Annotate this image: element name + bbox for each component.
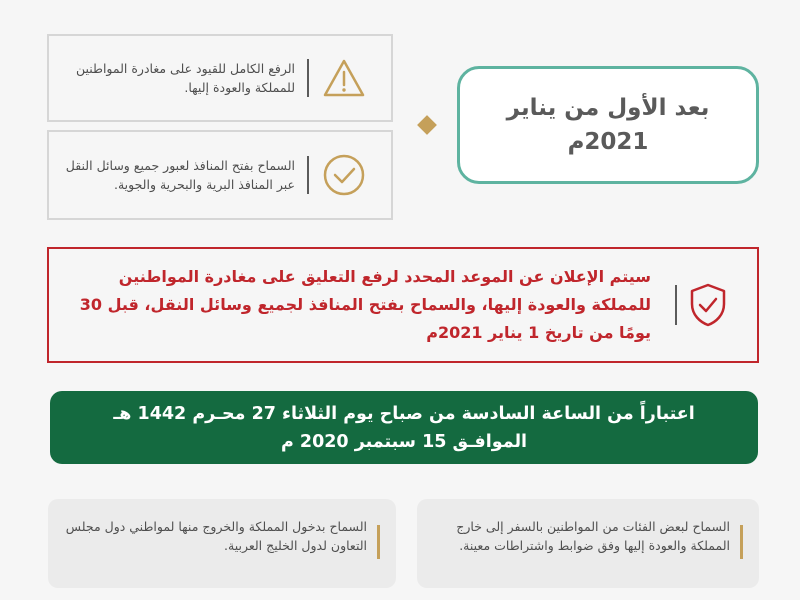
open-ports-box [47, 130, 393, 220]
effective-date-banner [50, 391, 758, 464]
warning-triangle-icon [309, 58, 379, 98]
date-line-2: 2021م [567, 129, 649, 155]
citizens-travel-text: السماح لبعض الفئات من المواطنين بالسفر إلى خارج المملكة والعودة إليها وفق ضوابط واشتراطات معينة. [456, 519, 730, 553]
date-line-1: بعد الأول من يناير [506, 95, 710, 121]
announcement-box [47, 247, 759, 363]
divider [377, 525, 380, 559]
citizens-travel-box [417, 499, 759, 588]
divider [307, 156, 309, 194]
open-ports-text: السماح بفتح المنافذ لعبور جميع وسائل النقل عبر المنافذ البرية والبحرية والجوية. [65, 158, 295, 192]
divider [675, 285, 677, 325]
divider [307, 59, 309, 97]
date-box [457, 66, 759, 184]
shield-check-icon [677, 282, 739, 328]
announcement-text: سيتم الإعلان عن الموعد المحدد لرفع التعليق على مغادرة المواطنين للمملكة والعودة إليها، والسماح بفتح المنافذ لجميع وسائل النقل، قبل 30 يومًا من تاريخ 1 يناير 2021م [79, 267, 651, 342]
check-circle-icon [309, 153, 379, 197]
divider [740, 525, 743, 559]
effective-date-line-2: الموافـق 15 سبتمبر 2020 م [280, 431, 528, 452]
full-lift-restrictions-text: الرفع الكامل للقيود على مغادرة المواطنين للمملكة والعودة إليها. [75, 61, 295, 95]
gcc-entry-text: السماح بدخول المملكة والخروج منها لمواطني دول مجلس التعاون لدول الخليج العربية. [65, 519, 367, 553]
effective-date-line-1: اعتباراً من الساعة السادسة من صباح يوم الثلاثاء 27 محـرم 1442 هـ [113, 403, 695, 424]
diamond-bullet-icon [417, 115, 437, 135]
full-lift-restrictions-box [47, 34, 393, 122]
gcc-entry-box [48, 499, 396, 588]
